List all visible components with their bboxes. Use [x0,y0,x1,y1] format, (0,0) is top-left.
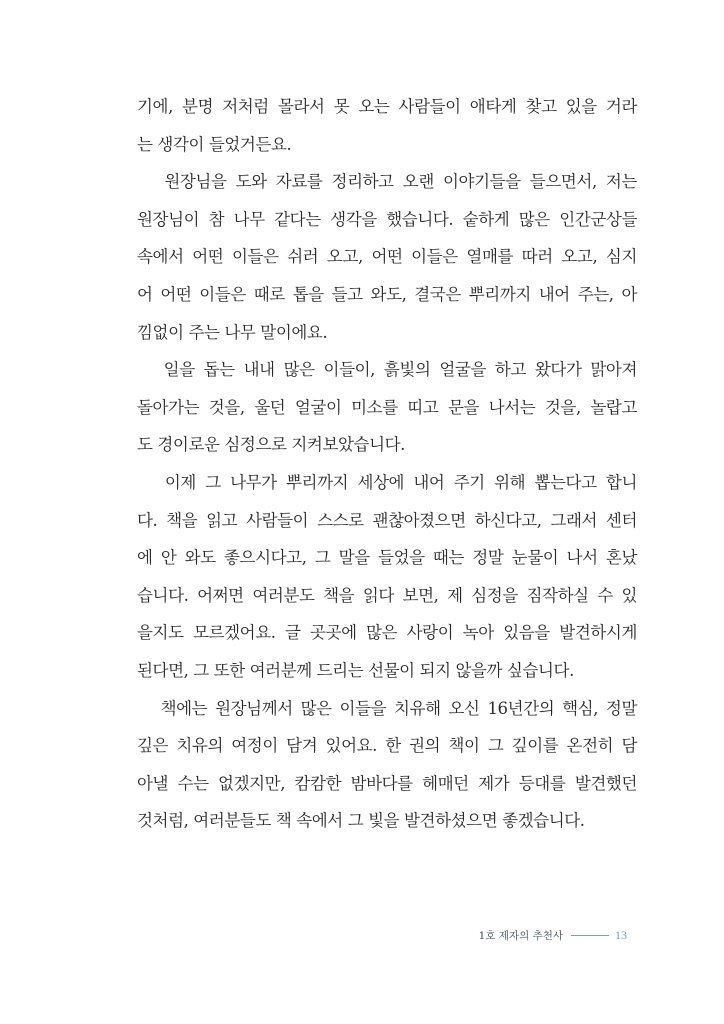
text-line: 어 어떤 이들은 때로 톱을 들고 와도, 결국은 뿌리까지 내어 주는, 아 [137,284,637,304]
page-number: 13 [615,927,627,942]
footer-rule [571,935,609,936]
text-line: 다. 책을 읽고 사람들이 스스로 괜찮아졌으면 하신다고, 그래서 센터 [137,510,637,530]
text-line: 책에는 원장님께서 많은 이들을 치유해 오신 16년간의 핵심, 정말 [137,698,637,718]
text-line: 는 생각이 들었거든요. [137,134,292,154]
page-footer [479,925,627,945]
text-line: 기에, 분명 저처럼 몰라서 못 오는 사람들이 애타게 찾고 있을 거라 [137,97,637,116]
text-line: 돌아가는 것을, 울던 얼굴이 미소를 띠고 문을 나서는 것을, 놀랍고 [137,397,637,417]
text-line: 원장님을 도와 자료를 정리하고 오랜 이야기들을 들으면서, 저는 [137,172,637,192]
text-line: 습니다. 어쩌면 여러분도 책을 읽다 보면, 제 심정을 짐작하실 수 있 [137,585,637,605]
text-line: 도 경이로운 심정으로 지켜보았습니다. [137,435,406,455]
text-line: 에 안 와도 좋으시다고, 그 말을 들었을 때는 정말 눈물이 나서 혼났 [137,548,637,568]
text-line: 깊은 치유의 여정이 담겨 있어요. 한 권의 책이 그 깊이를 온전히 담 [137,736,637,756]
text-line: 이제 그 나무가 뿌리까지 세상에 내어 주기 위해 뽑는다고 합니 [137,472,637,492]
text-line: 낌없이 주는 나무 말이에요. [137,322,328,342]
running-title: 1호 제자의 추천사 [478,929,563,942]
text-line: 원장님이 참 나무 같다는 생각을 했습니다. 숱하게 많은 인간군상들 [137,209,637,229]
text-line: 일을 돕는 내내 많은 이들이, 흙빛의 얼굴을 하고 왔다가 맑아져 [137,360,637,380]
text-line: 아낼 수는 없겠지만, 캄캄한 밤바다를 헤매던 제가 등대를 발견했던 [137,773,637,793]
text-line: 속에서 어떤 이들은 쉬러 오고, 어떤 이들은 열매를 따러 오고, 심지 [137,247,637,267]
text-line: 된다면, 그 또한 여러분께 드리는 선물이 되지 않을까 싶습니다. [137,660,574,680]
body-text [137,88,637,840]
text-line: 을지도 모르겠어요. 글 곳곳에 많은 사랑이 녹아 있음을 발견하시게 [137,623,637,643]
text-line: 것처럼, 여러분들도 책 속에서 그 빛을 발견하셨으면 좋겠습니다. [137,811,585,831]
